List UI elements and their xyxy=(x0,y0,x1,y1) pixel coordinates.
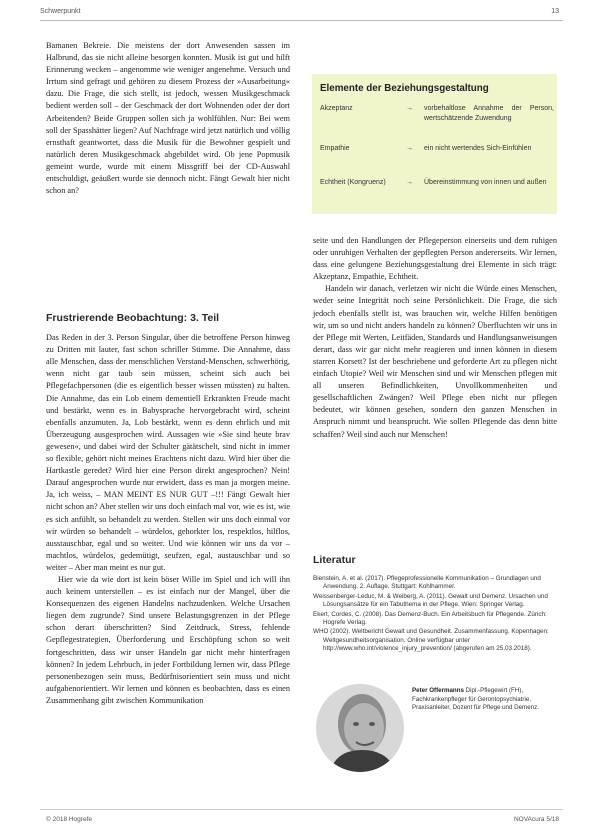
running-header-section: Schwerpunkt xyxy=(40,8,81,15)
arrow-right-icon: → xyxy=(406,145,413,152)
definition: vorbehaltlose Annahme der Person, wertschätzende Zuwendung xyxy=(424,105,554,122)
left-column-top xyxy=(46,40,290,197)
paragraph: Das Reden in der 3. Person Singular, über die betroffene Person hinweg zu Dritten mit lauter, fast schon schriller Stimme. Die Annahme, dass alle Menschen, dass der menschlichen Verstand-Menschen, schwerhörig, wenn nicht gar taub sein müssen, scheint sich auch bei Pflegefachpersonen (die es eigentlich besser wissen müssten) zu halten. Die Annahme, das ein Lob einem dementiell Erkrankten Freude macht und bestärkt, wenn es in Babysprache hervorgebracht wird, scheint ebenfalls anzumuten. Ja, Lob bestärkt, wenn es denn ehrlich und mit Überzeugung ausgesprochen wird. Aussagen wie »Sie sind heute brav gewesen«, und dabei wird der Schulter gätätschelt, sind nicht in immer so flexible, gehört nicht meines Erachtens nicht dazu. Wird hier über die Hartkastle geredet? Wird hier eine Person direkt angesprochen? Nein! Darauf angesprochen wurde nur erwidert, dass es man ja morgen meine. Ja, ich weiss, – MAN MEINT ES NUR GUT –!!! Fängt Gewalt hier nicht schon an? Aber stellen wir uns doch einfach mal vor, wie es ist, wie es sich anfühlt, so behandelt zu werden. Stellen wir uns doch einmal vor wir würden so behandelt – würdelos, gehorkter los, respektlos, hilflos, ausstauschbar, egal und so weiter. Und wie können wir uns da vor – machtlos, würdelos, gedemütigt, seufzen, egal, austauschbar und so weiter – Aber man meint es nur gut. xyxy=(46,333,290,572)
header-rule xyxy=(40,20,563,21)
author-name: Peter Offermanns xyxy=(412,687,464,694)
arrow-right-icon: → xyxy=(406,179,413,186)
literature-entry: Weissenberger-Leduc, M. & Weiberg, A. (2011). Gewalt und Demenz. Ursachen und Lösungsansätze für ein Tabuthema in der Pflege. Wien: Springer Verlag. xyxy=(313,592,548,609)
literature-entry: Bienstein, A. et al. (2017). Pflegeprofessionelle Kommunikation – Grundlagen und Anwendung. 2. Auflage. Stuttgart: Kohlhammer. xyxy=(313,575,541,591)
author-description: Dipl.-Pflegewirt (FH), Fachkrankenpfleger für Gerontopsychiatrie, Praxisanleiter, Dozent für Pflege und Demenz. xyxy=(412,687,539,711)
literature-entry: Ekert, Cordes, C. (2008). Das Demenz-Buch. Ein Arbeitsbuch für Pflegende. Zürich: Hogrefe Verlag. xyxy=(313,610,547,627)
author-portrait-photo xyxy=(316,684,404,772)
arrow-right-icon: → xyxy=(406,105,413,112)
left-column-main xyxy=(46,312,290,707)
info-box-relationship-elements xyxy=(312,74,557,214)
term: Akzeptanz xyxy=(320,105,353,112)
paragraph: Hier wie da wie dort ist kein böser Wille im Spiel und ich will ihn auch keinem unterstellen – es ist einfach nur der Mangel, über die Konsequenzen des eigenen Handelns nachzudenken. Welche Ursachen liegen dem zugrunde? Sind unsere Belastungsgrenzen in der Pflege schon derart überschritten? Sind Zeitdruck, Stress, fehlende Gepflegestrategien, Überforderung und Erschöpfung schon so weit fortgeschritten, dass wir unser Handeln gar nicht mehr hinterfragen können? In jedem Lehrbuch, in jeder Fortbildung lernen wir, dass Pflege personenbezogen sein muss, Bedürfnisorientiert sein muss und nicht aufgabenorientiert. Wir lernen und können es beobachten, dass es einen Zusammenhang gibt zwischen Kommunikation xyxy=(46,574,290,705)
literature-heading: Literatur xyxy=(313,554,356,566)
right-column xyxy=(313,235,557,441)
paragraph: Handeln wir danach, verletzen wir nicht die Würde eines Menschen, weder seine Integrität noch seine Persönlichkeit. Die Frage, die sich jedoch ebenfalls stellt ist, was brauchen wir, welche Hilfen benötigen wir, um so und nicht anders handeln zu können? Überfluchten wir uns in der Pflege mit Werten, Leitfäden, Standards und Handlungsanweisungen derart, dass wir gar nicht mehr reagieren und innen können in diesem starren Korsett? Ist der beschriebene und geforderte Art zu pflegen nicht einfach Utopie? Weil wir Menschen sind und wir Menschen pflegen mit all unseren Befindlichkeiten, Unvollkommenheiten und gesellschaftlichen Zwängen? Weil Pflege eben nicht nur pflegen bedeutet, wir können gesehen, sondern den ganzen Menschen in Anspruch nimmt und beansprucht. Wie sollen Pflegende das denn bitte schaffen? Weil sind auch nur Menschen! xyxy=(313,284,557,439)
author-bio xyxy=(412,687,558,713)
term: Echtheit (Kongruenz) xyxy=(320,179,386,186)
info-box-title: Elemente der Beziehungsgestaltung xyxy=(320,83,489,94)
term: Empathie xyxy=(320,145,350,152)
literature-entry: WHO (2002). Weltbericht Gewalt und Gesundheit. Zusammenfassung. Kopenhagen: Weltgesundheitsorganisation. Online verfügbar unter http://www.who.int/violence_injury_prevention/ (abgerufen am 25.03.2018). xyxy=(313,628,549,653)
definition: ein nicht wertendes Sich-Einfühlen xyxy=(424,145,532,152)
definition: Übereinstimmung von innen und außen xyxy=(424,179,547,186)
section-heading: Frustrierende Beobachtung: 3. Teil xyxy=(46,312,220,324)
paragraph: seite und den Handlungen der Pflegeperson einerseits und dem ruhigen oder unruhigen Verhalten der gepflegten Person andererseits. Wir lernen, dass eine gelungene Beziehungsgestaltung drei Elemente in sich trägt: Akzeptanz, Empathie, Echtheit. xyxy=(313,236,557,282)
footer-rule xyxy=(40,809,563,810)
running-header-page-number: 13 xyxy=(551,8,559,15)
paragraph: Bamanen Bekreie. Die meistens der dort Anwesenden sassen im Halbrund, das sie nicht alleine besorgen konnten. Musik ist gut und hilft Erinnerung wecken – angenomme wie weniger angenehme. Versuch und Irrtum sind gefragt und gehören zu diesem Prozess der »Ausarbeitung« dazu. Die Frage, die sich stellt, ist jedoch, wessen Musikgeschmack bedient werden soll – der Geschmack der dort Wohnenden oder der dort Arbeitenden? Beide Gruppen sollen sich ja wohlfühlen. Nur: Bei wem soll der Spasshätter liegen? Auf Nachfrage wird jetzt natürlich und völlig ernsthaft geantwortet, dass die Musik für die Bewohner gespielt und natürlich deren Musikgeschmack abgebildet wird. Ob jene Popmusik gemeint wurde, wurde mit einem Missgriff bei der CD-Auswahl entschuldigt, geäußert wurde sie dennoch nicht. Fängt Gewalt hier nicht schon an? xyxy=(46,41,290,196)
footer-journal-issue: NOVAcura 5/18 xyxy=(513,816,559,823)
footer-copyright: © 2018 Hogrefe xyxy=(46,816,92,823)
literature-list xyxy=(313,575,557,655)
